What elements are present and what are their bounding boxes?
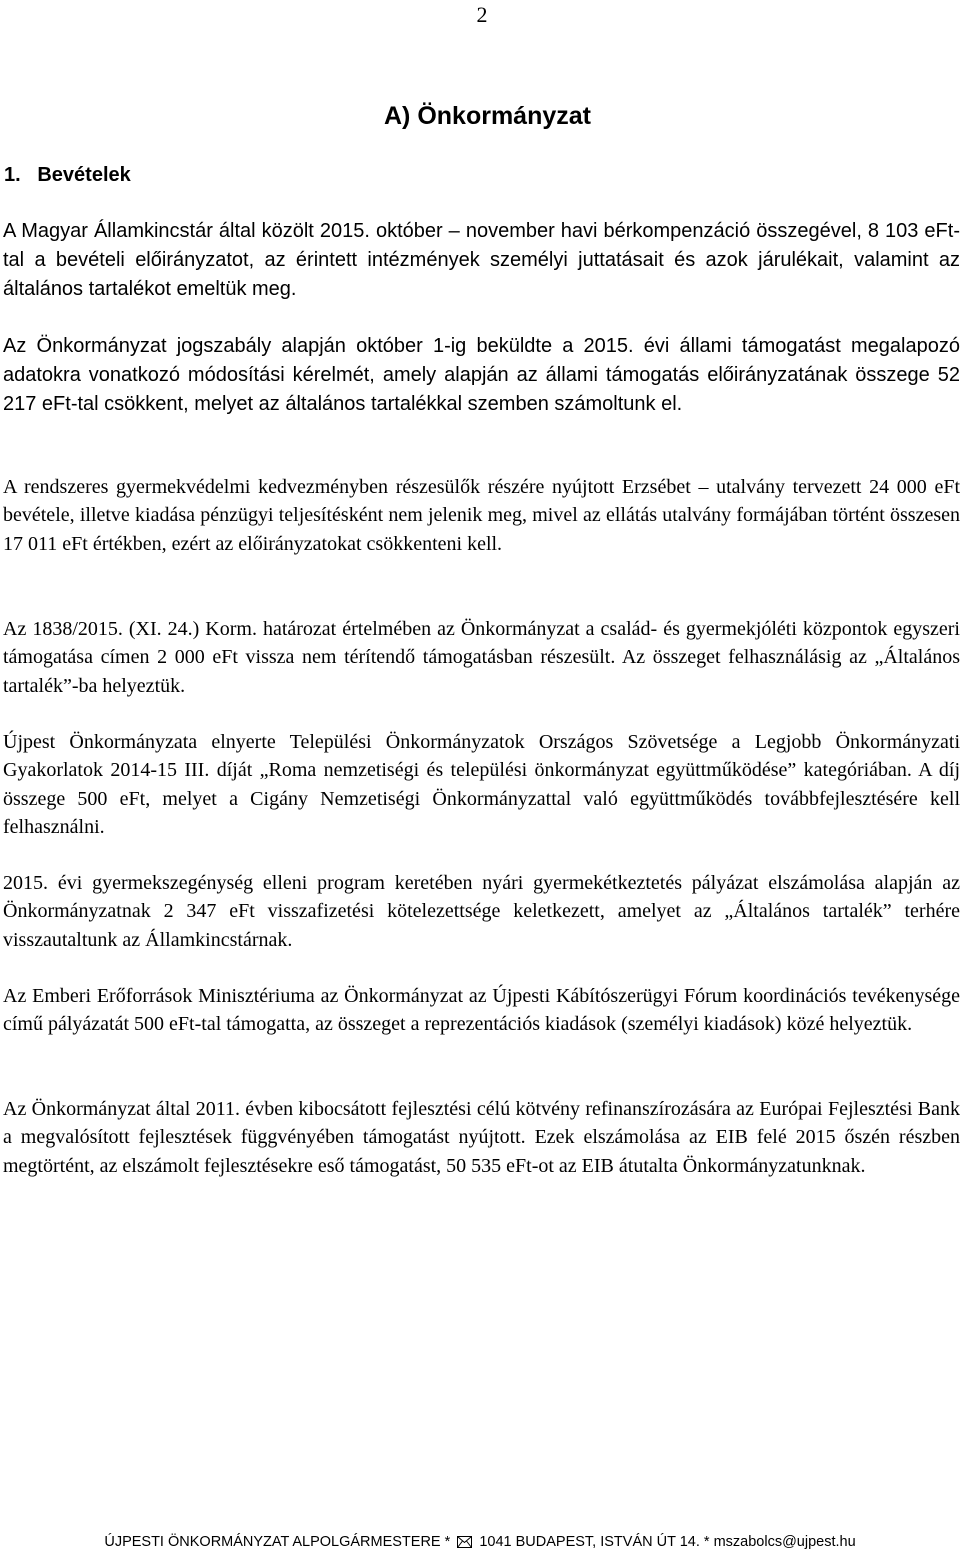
subsection-title: 1. Bevételek bbox=[4, 164, 131, 186]
paragraph-child-meals: 2015. évi gyermekszegénység elleni program keretében nyári gyermekétkeztetés pályázat elszámolása alapján az Önkormányzatnak 2 347 eFt visszafizetési kötelezettsége keletkezett, amelyet az „Általános tartalék” terhére visszautaltunk az Államkincstárnak. bbox=[3, 872, 960, 951]
paragraph-erzsebet-voucher: A rendszeres gyermekvédelmi kedvezményben részesülők részére nyújtott Erzsébet – utalvány tervezett 24 000 eFt bevétele, illetve kiadása pénzügyi teljesítésként nem jelenik meg, mivel az ellátás utalvány formájában történt összesen 17 011 eFt értékben, ezért az előirányzatokat csökkenteni kell. bbox=[3, 476, 960, 555]
paragraph-bonus-compensation: A Magyar Államkincstár által közölt 2015. október – november havi bérkompenzáció összegével, 8 103 eFt-tal a bevételi előirányzatot, az érintett intézmények személyi juttatásait és azok járulékait, valamint az általános tartalékot emeltük meg. bbox=[3, 220, 960, 300]
footer-office: ÚJPESTI ÖNKORMÁNYZAT ALPOLGÁRMESTERE * bbox=[104, 1534, 451, 1550]
footer-address: 1041 BUDAPEST, ISTVÁN ÚT 14. * mszabolcs@ujpest.hu bbox=[479, 1534, 856, 1550]
section-title: A) Önkormányzat bbox=[384, 102, 591, 130]
paragraph-drug-forum: Az Emberi Erőforrások Minisztériuma az Önkormányzat az Újpesti Kábítószerügyi Fórum koordinációs tevékenysége című pályázatát 500 eFt-tal támogatta, az összeget a reprezentációs kiadások (személyi kiadások) közé helyeztük. bbox=[3, 985, 960, 1036]
page-number: 2 bbox=[476, 2, 488, 27]
mail-icon bbox=[457, 1536, 472, 1552]
page-footer bbox=[0, 1534, 960, 1552]
paragraph-award: Újpest Önkormányzata elnyerte Települési Önkormányzatok Országos Szövetsége a Legjobb Önkormányzati Gyakorlatok 2014-15 III. díját „Roma nemzetiségi és települési önkormányzat együttműködése” kategóriában. A díj összege 500 eFt, melyet a Cigány Nemzetiségi Önkormányzattal való együttműködés továbbfejlesztésére kell felhasználni. bbox=[3, 731, 960, 838]
paragraph-government-decision: Az 1838/2015. (XI. 24.) Korm. határozat értelmében az Önkormányzat a család- és gyermekjóléti központok egyszeri támogatása címen 2 000 eFt vissza nem térítendő támogatásban részesült. Az összeget felhasználásig az „Általános tartalék”-ba helyeztük. bbox=[3, 618, 960, 697]
paragraph-state-support: Az Önkormányzat jogszabály alapján október 1-ig beküldte a 2015. évi állami támogatást megalapozó adatokra vonatkozó módosítási kérelmét, amely alapján az állami támogatás előirányzatának összege 52 217 eFt-tal csökkent, melyet az általános tartalékkal szemben számoltunk el. bbox=[3, 335, 960, 415]
paragraph-eib-bond: Az Önkormányzat által 2011. évben kibocsátott fejlesztési célú kötvény refinanszírozására az Európai Fejlesztési Bank a megvalósított fejlesztések függvényében támogatást nyújtott. Ezek elszámolása az EIB felé 2015 őszén részben megtörtént, az elszámolt fejlesztésekre eső támogatást, 50 535 eFt-ot az EIB átutalta Önkormányzatunknak. bbox=[3, 1098, 960, 1177]
